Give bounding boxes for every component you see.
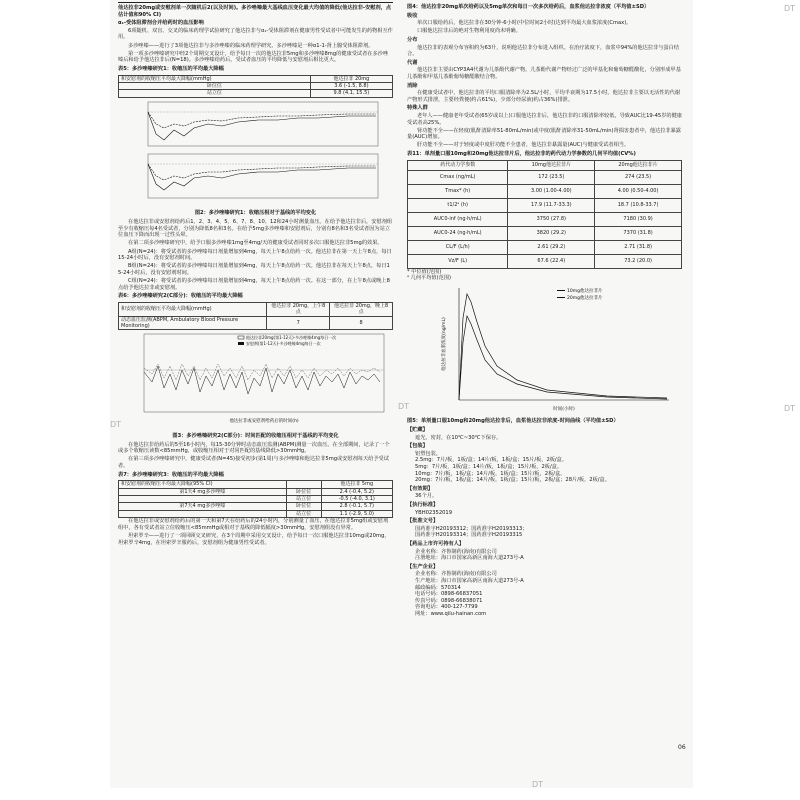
paragraph: 多沙唑嗪——进行了3项他达拉非与多沙唑嗪的临床药理学研究。多沙唑嗪是一种α1-1-肾上腺受体阻滞剂。 bbox=[128, 42, 374, 49]
paragraph: 口服他达拉非后的绝对生物利用度尚未明确。 bbox=[417, 28, 521, 35]
manufacturer-line: 传真号码：0898-66838071 bbox=[415, 597, 483, 604]
section-heading: 【生产企业】 bbox=[407, 563, 439, 570]
data-table bbox=[118, 302, 393, 331]
package-line: 20mg：7片/板，1板/盒；14片/板，1板/盒；15片/板，2板/盒；28片/板，2板/盒。 bbox=[415, 477, 610, 484]
section-heading: 【有效期】 bbox=[407, 485, 433, 492]
table-row bbox=[408, 184, 682, 198]
table-header-cell: 和安慰剂的收缩压平均最大降幅(mmHg) bbox=[119, 75, 311, 82]
paragraph: 在健康受试者中，他达拉非的平均口服清除率为2.5L/小时，平均半衰期为17.5小时。他达拉非主要以无活性的代谢产物形式排泄，主要经粪便(约占61%)，少部分经尿液(约占36%)排泄。 bbox=[407, 90, 681, 103]
table-cell: 动态血压监测(ABPM, Ambulatory Blood Pressure Monitoring) bbox=[119, 316, 267, 330]
validity-text: 36个月。 bbox=[415, 493, 438, 500]
table-header-cell: 20mg他达拉非片 bbox=[595, 160, 682, 170]
table-note: ᵃ 几何平均值(范围) bbox=[407, 275, 452, 282]
section-heading: 【贮藏】 bbox=[407, 427, 428, 434]
manufacturer-line: 网址：www.qilu-hainan.com bbox=[415, 610, 487, 617]
table-cell bbox=[119, 510, 287, 517]
paragraph: 第一项多沙唑嗪研究中经2个周期交叉设计，给予每日一次的他达拉非5mg和多沙唑嗪8mg的健康受试者在多沙唑嗪后和给予他达拉非后(N=18)。多沙唑嗪给药后，受试者血压的平均降低与安慰剂后相比更大。 bbox=[118, 50, 389, 64]
figure-caption: 图5：单剂量口服10mg和20mg他达拉非后，血浆他达拉非浓度-时间曲线（平均值±SD） bbox=[407, 418, 619, 425]
table-cell: AUC0-inf (ng·h/mL) bbox=[408, 212, 508, 226]
figure-5-chart bbox=[407, 282, 682, 414]
section-heading: 消除 bbox=[407, 82, 418, 89]
table-row bbox=[119, 82, 393, 89]
table-cell: 7180 (30.9) bbox=[595, 212, 682, 226]
table-cell: Cmax (ng/mL) bbox=[408, 170, 508, 184]
table-header-cell: 和安慰剂的收缩压平均最大降幅(95% CI) bbox=[119, 481, 287, 488]
table-row bbox=[408, 212, 682, 226]
table-header-cell: 药代动力学参数 bbox=[408, 160, 508, 170]
table-cell: 2.4 (-0.4, 5.2) bbox=[321, 488, 392, 495]
package-line: 2.5mg：7片/板，1板/盒；14片/板，1板/盒；15片/板，2板/盒。 bbox=[415, 457, 568, 464]
right-column bbox=[407, 2, 682, 617]
table-cell: 67.6 (22.4) bbox=[508, 254, 595, 268]
approval-line: 国药准字H20193314；国药准字H20193315 bbox=[415, 532, 523, 539]
x-axis-label: 时间(小时) bbox=[553, 406, 575, 412]
paragraph: 在第二项多沙唑嗪研究中，给予口服多沙唑嗪1mg至4mg/天的健康受试者同时多次口服他达拉非5mg的效果。 bbox=[128, 240, 383, 247]
section-heading: α₁-受体阻滞剂合并给药时的血压影响 bbox=[118, 20, 204, 27]
table-cell: 3750 (27.8) bbox=[508, 212, 595, 226]
paragraph: 他达拉非主要由CYP3A4代谢为儿茶酚代谢产物。儿茶酚代谢产物经过广泛的甲基化和葡萄糖醛酸化，分别形成甲基儿茶酚和甲基儿茶酚葡萄糖醛酸结合物。 bbox=[407, 67, 681, 80]
table-cell: 3820 (29.2) bbox=[508, 226, 595, 240]
data-table bbox=[118, 480, 393, 518]
standard-text: YBH02352019 bbox=[415, 509, 453, 516]
table-cell: 73.2 (20.0) bbox=[595, 254, 682, 268]
table-cell: 8 bbox=[330, 316, 393, 330]
section-heading: 代谢 bbox=[407, 59, 418, 66]
table-cell: 卧位位 bbox=[286, 488, 321, 495]
figure-3-chart bbox=[118, 330, 393, 428]
paragraph: 坦索罗辛——进行了一项回顾交叉研究，在3个周期中采用交叉设计，给予每日一次口服他达拉非10mg或20mg，坦索罗辛4mg，在坦索罗辛服药后，安慰剂组为健康男性受试者。 bbox=[118, 533, 390, 546]
paragraph: C组(N=24)：将受试者的多沙唑嗪每日剂量增加到4mg，每天上午8点给药一次。在这一部分，在上午8点或晚上8点给予他达拉非或安慰剂。 bbox=[118, 278, 390, 291]
watermark: DT bbox=[784, 4, 796, 13]
section-heading: 【包装】 bbox=[407, 443, 428, 450]
figure-caption: 图3：多沙唑嗪研究2(C部分)：时间匹配的收缩压相对于基线的平均变化 bbox=[172, 433, 339, 440]
table-row bbox=[408, 198, 682, 212]
table-cell: -0.5 (-4.0, 3.1) bbox=[321, 496, 392, 503]
storage-text: 遮光，密封，在10℃~30℃下保存。 bbox=[415, 434, 502, 441]
paragraph: 肾功能不全——在轻度(肌酐清除率51-80mL/min)或中度(肌酐清除率31-50mL/min)肾损害患者中，他达拉非暴露量(AUC)增加。 bbox=[407, 127, 681, 141]
paragraph: 老年人——健康老年受试者(65岁或以上)口服他达拉非后，他达拉非的口服清除率较低，导致AUC比19-45岁的健康受试者高25%。 bbox=[407, 112, 682, 126]
table-row bbox=[119, 496, 393, 503]
watermark: DT bbox=[110, 420, 122, 429]
table-cell: 1.1 (-2.9, 5.0) bbox=[321, 510, 392, 517]
section-heading: 吸收 bbox=[407, 12, 418, 19]
paragraph: A组(N=24)：将受试者的多沙唑嗪每日剂量增加到4mg，每天上午8点给药一次。他达拉非在第一天上午8点，每日15-24小时后，没有安慰剂时间。 bbox=[118, 248, 392, 262]
page-number: 06 bbox=[678, 744, 686, 751]
table-cell bbox=[119, 496, 287, 503]
table-row bbox=[119, 488, 393, 495]
table-cell: 18.7 (10.8-33.7) bbox=[595, 198, 682, 212]
package-line: 5mg：7片/板，1板/盒；14片/板，1板/盒；15片/板，2板/盒。 bbox=[415, 464, 563, 470]
pk-table bbox=[407, 160, 682, 269]
paragraph: 肝功能不全——对于轻度或中度肝功能不全患者，他达拉非暴露量(AUC)与健康受试者相当。 bbox=[417, 142, 630, 149]
table-cell: 3.00 (1.00-4.00) bbox=[508, 184, 595, 198]
top-rule bbox=[118, 2, 393, 3]
left-column bbox=[118, 2, 393, 548]
table-header-cell: 他达拉非 20mg，晚上8点 bbox=[330, 302, 393, 316]
table-row bbox=[119, 503, 393, 510]
paragraph: 他达拉非的表观分布容积约为63升，说明他达拉非分布进入组织。在治疗浓度下，血浆中94%的他达拉非与蛋白结合。 bbox=[407, 44, 679, 58]
x-axis-label: 他达拉非或安慰剂给药后的时间(h) bbox=[229, 419, 299, 425]
paragraph: 在他达拉非给药后的5至16小时内，每15-30分钟时动态血压监测(ABPM)测量一次血压。在全部期间，记录了一个或多个收缩压读数<85mmHg，或收缩压相对于对同匹配的基线降低>30mmHg。 bbox=[118, 441, 390, 455]
table-cell: CL/F (L/h) bbox=[408, 240, 508, 254]
package-line: 10mg：7片/板，1板/盒；14片/板，1板/盒；15片/板，2板/盒。 bbox=[415, 470, 566, 477]
section-heading: 分布 bbox=[407, 36, 418, 43]
table-cell: Tmax* (h) bbox=[408, 184, 508, 198]
table-row bbox=[408, 226, 682, 240]
table-row bbox=[408, 240, 682, 254]
table-cell: 17.9 (11.7-33.3) bbox=[508, 198, 595, 212]
table-cell: 4.00 (0.50-4.00) bbox=[595, 184, 682, 198]
table-cell: 274 (23.5) bbox=[595, 170, 682, 184]
table-cell: 2.71 (31.8) bbox=[595, 240, 682, 254]
paragraph: 在第三项多沙唑嗪研究中，健康受试者(N=45)接受初步(第1周)与多沙唑嗪和他达拉非5mg或安慰剂每天给予受试者。 bbox=[118, 456, 389, 470]
paragraph: 在他达拉非或安慰剂给药后的第一天和第7天在给药后的24小时内，分别测量了血压，在他达拉非5mg组或安慰剂组中，各有受试者站立位收缩压<85mmHg或相对于基线的降低幅度>30mmHg，安慰剂组没有异常。 bbox=[118, 518, 389, 531]
approval-line: 国药准字H20193312；国药准字H20193313； bbox=[415, 525, 528, 532]
license-line: 注册地址：海口市国家高新区南海大道273号-A bbox=[415, 555, 524, 562]
manufacturer-line: 咨询电话：400-127-7799 bbox=[415, 604, 478, 611]
legend-label: 20mg他达拉非片 bbox=[567, 295, 603, 301]
table-header-cell: 10mg他达拉非片 bbox=[508, 160, 595, 170]
license-line: 企业名称：齐鲁制药(海南)有限公司 bbox=[415, 548, 497, 555]
package-line: 铝塑包装。 bbox=[415, 450, 441, 457]
table-note: * 中位值(范围) bbox=[407, 268, 442, 275]
table-cell: 7370 (31.8) bbox=[595, 226, 682, 240]
table-cell: 第1天4 mg多沙唑嗪 bbox=[119, 488, 287, 495]
paragraph: B组(N=24)：将受试者的多沙唑嗪每日剂量增加到4mg，每天上午8点给药一次。他达拉非在每天上午8点，每日15-24小时后，没有安慰剂时间。 bbox=[118, 263, 390, 276]
figure-caption: 图4：他达拉非20mg单次给药以及5mg单次和每日一次多次给药后，血浆他达拉非浓度（平均值±SD） bbox=[407, 4, 650, 10]
table-cell: 站立位 bbox=[119, 90, 311, 97]
legend-label: 安慰剂(第1-12天)-多沙唑嗪4mg每日一次 bbox=[246, 341, 321, 347]
table-row bbox=[119, 510, 393, 517]
figure-caption: 图2：多沙唑嗪研究1：收缩压相对于基线的平均变化 bbox=[194, 210, 317, 217]
table-cell: 3.6 (-1.5, 8.8) bbox=[310, 82, 392, 89]
manufacturer-line: 电话号码：0898-66837051 bbox=[415, 591, 483, 598]
table-cell: 2.8 (-0.1, 5.7) bbox=[321, 503, 392, 510]
section-heading: 【执行标准】 bbox=[407, 501, 439, 508]
table-caption: 表5：多沙唑嗪研究1：收缩压的平均最大降幅 bbox=[118, 65, 224, 72]
table-row bbox=[119, 316, 393, 330]
legend-label: 10mg他达拉非片 bbox=[567, 288, 603, 294]
watermark: DT bbox=[784, 404, 796, 413]
data-table bbox=[118, 75, 393, 98]
table-cell: AUC0-24 (ng·h/mL) bbox=[408, 226, 508, 240]
table-caption: 表11：单剂量口服10mg和20mg他达拉非片后，他达拉非的药代动力学参数的几何平均值(CV%) bbox=[407, 151, 636, 158]
section-heading: 【批准文号】 bbox=[407, 518, 439, 525]
table-header-cell: 他达拉非 20mg，上午8点 bbox=[267, 302, 330, 316]
y-axis-label: 他达拉非血浆浓度(ng/mL) bbox=[442, 317, 447, 371]
table-cell: 站立位 bbox=[286, 510, 321, 517]
table-row bbox=[408, 254, 682, 268]
manufacturer-line: 生产地址：海口市国家高新区南海大道273号-A bbox=[415, 577, 524, 584]
table-cell: 7 bbox=[267, 316, 330, 330]
table-header-cell bbox=[286, 481, 321, 488]
table-header-cell: 和安慰剂的收缩压平均最大降幅(mmHg) bbox=[119, 302, 267, 316]
paragraph: 单次口服给药后，他达拉非在30分钟-6小时(中位时间2小时)达到平均最大血浆浓度(Cmax)。 bbox=[417, 20, 632, 27]
table-cell: 第7天4 mg多沙唑嗪 bbox=[119, 503, 287, 510]
watermark: DT bbox=[398, 402, 410, 411]
table-caption: 表7：多沙唑嗪研究3：收缩压的平均最大降幅 bbox=[118, 471, 224, 478]
paragraph: 6项随机、双盲、交叉的临床药理学试验研究了他达拉非与α₁-受体阻滞剂在健康男性受试者中可能发生的药物相互作用。 bbox=[118, 27, 393, 41]
table-caption: 表6：多沙唑嗪研究2(C部分)：收缩压的平均最大降幅 bbox=[118, 293, 243, 300]
table-cell: Vz/F (L) bbox=[408, 254, 508, 268]
table-cell: t1/2ᵃ (h) bbox=[408, 198, 508, 212]
manufacturer-line: 企业名称：齐鲁制药(海南)有限公司 bbox=[415, 571, 497, 578]
table-cell: 卧位位 bbox=[119, 82, 311, 89]
table-header-cell: 他达拉非 5mg bbox=[321, 481, 392, 488]
table-header-cell: 他达拉非 20mg bbox=[310, 75, 392, 82]
table-cell: 站立位 bbox=[286, 496, 321, 503]
legend-label: 他达拉非20mg(第1-12天)-多沙唑嗪4mg每日一次 bbox=[246, 335, 337, 341]
table-title: 他达拉非20mg或安慰剂单一次随机后2(以及时间)。多沙唑嗪最大基线血压变化最大均值的降低(他达拉非-安慰剂，点估计值和90% CI) bbox=[118, 5, 392, 18]
table-cell: 卧位位 bbox=[286, 503, 321, 510]
table-row bbox=[119, 90, 393, 97]
table-cell: 9.8 (4.1, 15.5) bbox=[310, 90, 392, 97]
table-cell: 2.61 (29.2) bbox=[508, 240, 595, 254]
paragraph: 在他达拉非或安慰剂给药后1、2、3、4、5、6、7、8、10、12和24小时测量血压。在给予他达拉非后，安慰剂组至少有收缩压每4名受试者，分别为降低8名和3名。在给予5mg多沙唑嗪和安慰剂后，分别有8名和3名受试者因为站立位血压下降而出现一过性头晕。 bbox=[118, 218, 393, 239]
table-cell: 172 (23.5) bbox=[508, 170, 595, 184]
figure-2-chart bbox=[118, 98, 393, 206]
manufacturer-line: 邮政编码：570314 bbox=[415, 584, 461, 591]
section-heading: 【药品上市许可持有人】 bbox=[407, 540, 465, 547]
section-heading: 特殊人群 bbox=[407, 105, 428, 112]
table-row bbox=[408, 170, 682, 184]
watermark: DT bbox=[532, 780, 544, 789]
